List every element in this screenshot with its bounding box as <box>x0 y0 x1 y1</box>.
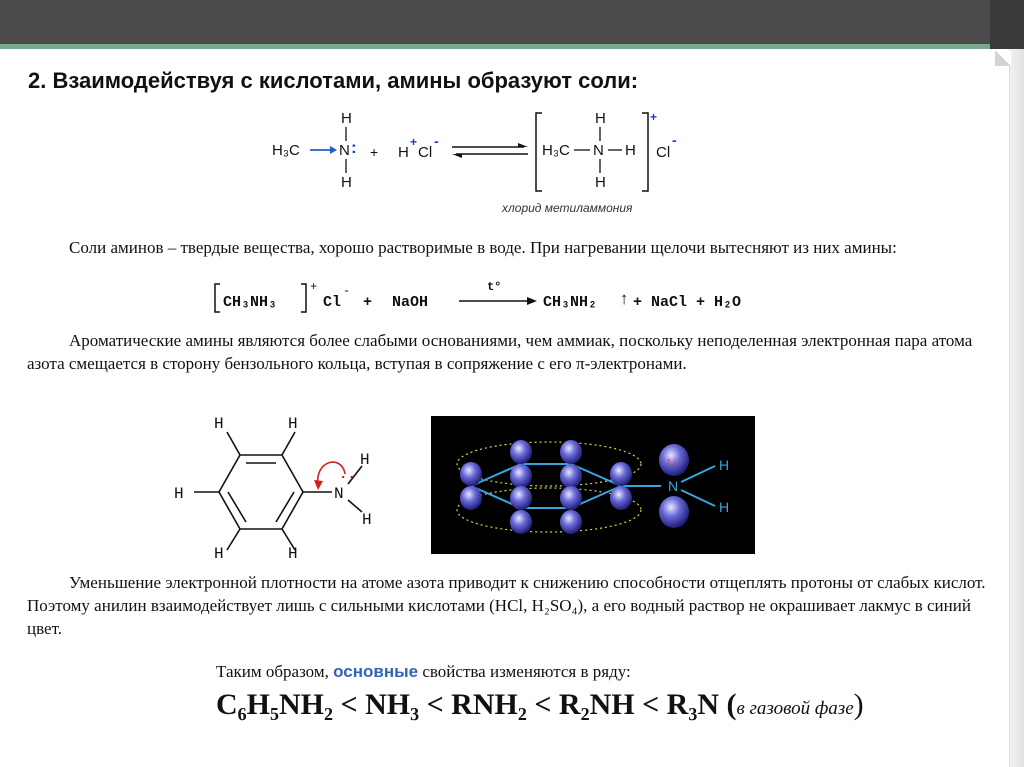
summary-after: свойства изменяются в ряду: <box>422 662 631 681</box>
salt-formula: CH₃NH₃ <box>223 294 278 311</box>
amine-h-1: H <box>360 451 370 469</box>
salt-cl: Cl <box>323 294 342 311</box>
complex-n: N <box>593 142 604 159</box>
plus-sign: + <box>363 294 373 311</box>
hcl-h: H <box>398 144 409 161</box>
paragraph-electron-density: Уменьшение электронной плотности на атоме азота приводит к снижению способности отщеплять протоны от слабых кислот. Поэтому анилин взаимодействует лишь с сильными кислотами (HCl, H₂SO₄), а его водный раствор не окрашивает лакмус в синий цвет. <box>27 573 986 638</box>
salt-charge-plus: + <box>310 280 318 294</box>
reaction-methylamine-hcl <box>270 105 720 217</box>
complex-cl: Cl <box>656 144 671 161</box>
slide-title: 2. Взаимодействуя с кислотами, амины образуют соли: <box>28 68 639 93</box>
methyl-group: H₃C <box>272 142 300 159</box>
gas-arrow-icon: ↑ <box>619 291 630 310</box>
hcl-charge-plus: + <box>410 135 418 149</box>
series-note: в газовой фазе <box>736 698 854 719</box>
bracket-right <box>301 284 306 312</box>
bracket-left <box>215 284 220 312</box>
amine-h-2: H <box>362 511 372 529</box>
slide-top-right-block <box>990 0 1024 49</box>
amine-product: CH₃NH₂ <box>543 294 598 311</box>
series-formula: C₆H₅NH₂ < NH₃ < RNH₂ < R₂NH < R₃N ( <box>216 688 737 721</box>
orbital-h-2: H <box>719 499 730 515</box>
aniline-n: N <box>334 485 344 503</box>
bracket-right <box>642 113 648 191</box>
hcl-cl: Cl <box>418 144 433 161</box>
reverse-arrow-head-icon <box>452 154 462 158</box>
forward-arrow-head-icon <box>518 143 528 147</box>
aniline-h-3: H <box>174 485 184 503</box>
hcl-charge-minus: - <box>434 133 439 149</box>
aniline-structure <box>170 408 400 566</box>
curved-arrow-head-icon <box>314 480 323 490</box>
salt-charge-minus: - <box>343 284 351 298</box>
complex-charge-minus: - <box>672 132 677 148</box>
atom-n: N <box>339 142 350 159</box>
summary-line <box>216 662 631 682</box>
complex-h-top: H <box>595 110 606 127</box>
complex-h-bottom: H <box>595 174 606 191</box>
aniline-h-2: H <box>288 415 298 433</box>
aniline-h-5: H <box>288 545 298 563</box>
aniline-h-1: H <box>214 415 224 433</box>
complex-charge-plus: + <box>650 110 658 124</box>
slide-right-edge <box>1009 49 1024 767</box>
slide-top-accent-line <box>0 44 1024 49</box>
summary-highlight: основные <box>333 662 419 681</box>
complex-methyl: H₃C <box>542 142 570 159</box>
atom-h-top: H <box>341 110 352 127</box>
aniline-h-4: H <box>214 545 224 563</box>
arrow-head-icon <box>330 146 337 154</box>
atom-h-bottom: H <box>341 174 352 191</box>
paragraph-salts: Соли аминов – твердые вещества, хорошо растворимые в воде. При нагревании щелочи вытесняют из них амины: <box>69 238 897 257</box>
lone-pair-dots: : <box>351 138 357 157</box>
aniline-lone-pair: ·· <box>339 470 356 486</box>
orbital-n: N <box>668 478 679 494</box>
spin-pair-icon: ↑↓ <box>666 456 677 468</box>
series-close: ) <box>853 688 864 721</box>
heating-label: t° <box>487 280 502 294</box>
naoh-formula: NaOH <box>392 294 429 311</box>
product-caption: хлорид метиламмония <box>502 201 633 215</box>
page-fold-icon <box>995 50 1011 66</box>
other-products: + NaCl + H₂O <box>633 294 742 311</box>
slide-top-bar <box>0 0 1024 44</box>
reaction-salt-naoh <box>205 276 805 320</box>
aniline-orbital-diagram <box>431 416 755 554</box>
reaction-arrow-head-icon <box>527 297 537 305</box>
plus-sign: + <box>370 144 379 160</box>
orbital-h-1: H <box>719 457 730 473</box>
summary-before: Таким образом, <box>216 662 329 681</box>
complex-h-right: H <box>625 142 636 159</box>
paragraph-aromatic-amines: Ароматические амины являются более слабыми основаниями, чем аммиак, поскольку неподеленная электронная пара атома азота смещается в сторону бензольного кольца, вступая в сопряжение с его π-электронами. <box>27 331 973 373</box>
basicity-series <box>216 688 864 722</box>
